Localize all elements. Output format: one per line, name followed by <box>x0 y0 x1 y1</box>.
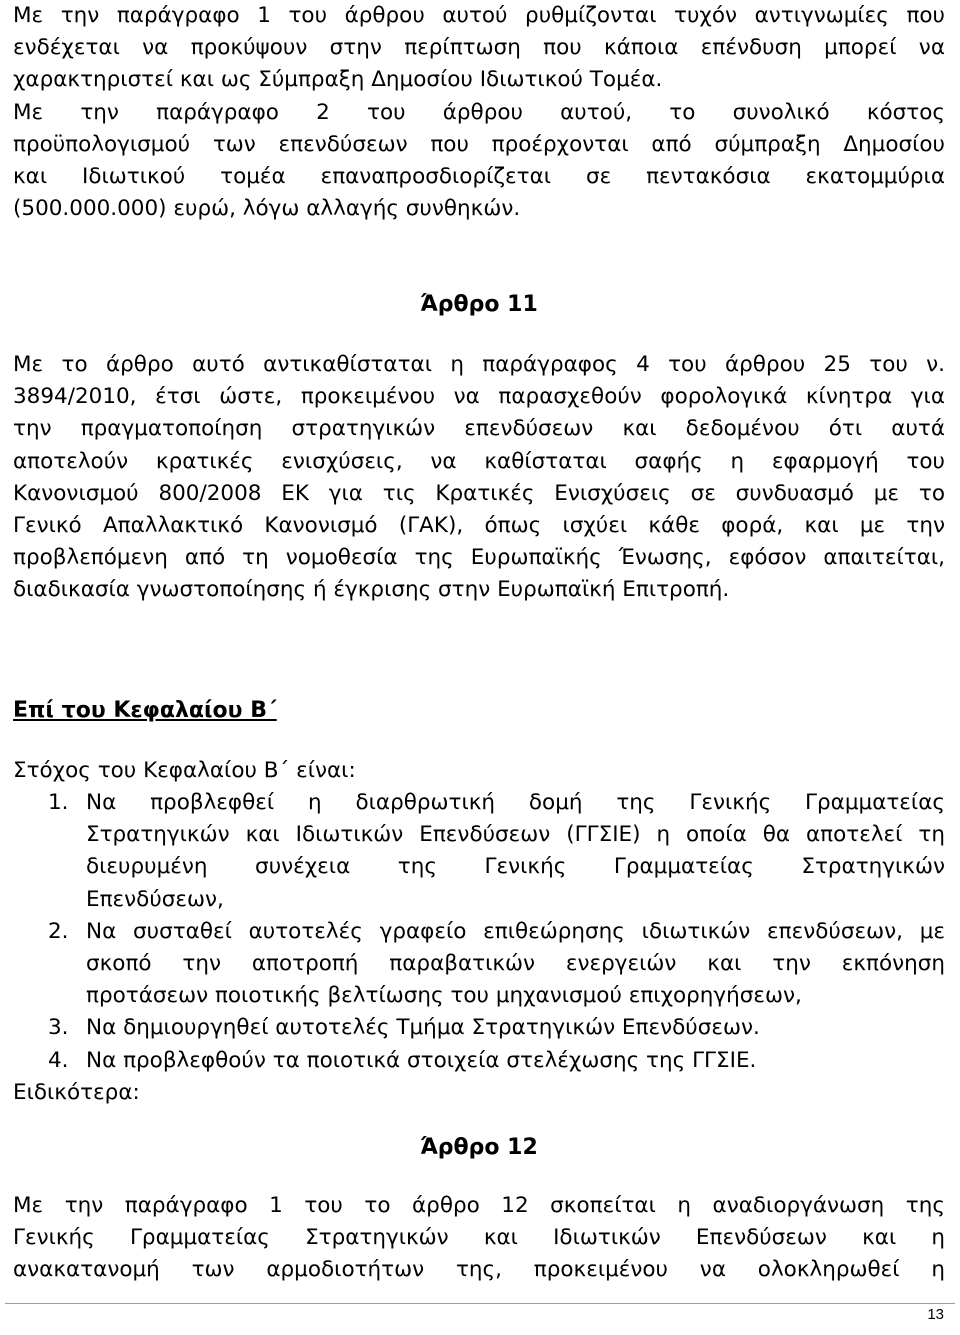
text-line: 3894/2010, έτσι ώστε, προκειμένου να παρασχεθούν φορολογικά κίνητρα για <box>13 384 945 410</box>
article-11-title: Άρθρο 11 <box>420 292 538 317</box>
text-line: προϋπολογισμού των επενδύσεων που προέρχονται από σύμπραξη Δημοσίου <box>13 131 945 157</box>
list-item <box>13 916 945 1013</box>
list-item <box>13 1012 945 1044</box>
text-line: διευρυμένη συνέχεια της Γενικής Γραμματείας Στρατηγικών <box>86 854 945 880</box>
text-line: προβλεπόμενη από τη νομοθεσία της Ευρωπαϊκής Ένωσης, εφόσον απαιτείται, <box>13 545 945 571</box>
text-line: Ειδικότερα: <box>13 1080 140 1105</box>
text-line: Με την παράγραφο 2 του άρθρου αυτού, το συνολικό κόστος <box>13 99 945 125</box>
text-line: χαρακτηριστεί και ως Σύμπραξη Δημοσίου Ιδιωτικού Τομέα. <box>13 67 663 93</box>
specifically-label <box>13 1077 945 1109</box>
intro-paragraph <box>13 0 945 225</box>
text-line: Να προβλεφθεί η διαρθρωτική δομή της Γενικής Γραμματείας <box>86 790 945 815</box>
text-line: Να δημιουργηθεί αυτοτελές Τμήμα Στρατηγικών Επενδύσεων. <box>86 1015 760 1041</box>
list-item-number: 3. <box>48 1015 69 1041</box>
objectives-list <box>13 787 945 1077</box>
page-number: 13 <box>927 1306 944 1323</box>
text-line: (500.000.000) ευρώ, λόγω αλλαγής συνθηκών. <box>13 196 521 222</box>
text-line: Επενδύσεων, <box>86 886 224 912</box>
text-line: σκοπό την αποτροπή παραβατικών ενεργειών και την εκπόνηση <box>86 951 945 977</box>
article-11-paragraph <box>13 349 945 607</box>
text-line: Με την παράγραφο 1 του το άρθρο 12 σκοπείται η αναδιοργάνωση της <box>13 1193 945 1218</box>
text-line: Γενικό Απαλλακτικό Κανονισμό (ΓΑΚ), όπως ισχύει κάθε φορά, και με την <box>13 513 945 539</box>
text-line: αποτελούν κρατικές ενισχύσεις, να καθίσταται σαφής η εφαρμογή του <box>13 448 945 474</box>
text-line: και Ιδιωτικού τομέα επαναπροσδιορίζεται σε πεντακόσια εκατομμύρια <box>13 164 945 190</box>
footer-divider <box>5 1303 955 1304</box>
text-line: Να προβλεφθούν τα ποιοτικά στοιχεία στελέχωσης της ΓΓΣΙΕ. <box>86 1047 757 1073</box>
text-line: Με την παράγραφο 1 του άρθρου αυτού ρυθμίζονται τυχόν αντιγνωμίες που <box>13 3 945 28</box>
text-line: προτάσεων ποιοτικής βελτίωσης του μηχανισμού επιχορηγήσεων, <box>86 983 802 1009</box>
list-item-number: 1. <box>48 790 69 815</box>
text-line: Στρατηγικών και Ιδιωτικών Επενδύσεων (ΓΓΣΙΕ) η οποία θα αποτελεί τη <box>86 822 945 848</box>
text-line: Γενικής Γραμματείας Στρατηγικών και Ιδιωτικών Επενδύσεων και η <box>13 1225 945 1251</box>
chapter-b-title: Επί του Κεφαλαίου Β΄ <box>13 698 277 723</box>
text-line: Να συσταθεί αυτοτελές γραφείο επιθεώρησης ιδιωτικών επενδύσεων, με <box>86 918 945 944</box>
text-line: διαδικασία γνωστοποίησης ή έγκρισης στην Ευρωπαϊκή Επιτροπή. <box>13 577 730 603</box>
text-line: ανακατανομή των αρμοδιοτήτων της, προκειμένου να ολοκληρωθεί η <box>13 1257 945 1283</box>
article-12-paragraph <box>13 1190 945 1287</box>
text-line: Στόχος του Κεφαλαίου Β΄ είναι: <box>13 758 356 783</box>
list-item <box>13 787 945 916</box>
chapter-b-intro <box>13 755 945 787</box>
text-line: Κανονισμού 800/2008 ΕΚ για τις Κρατικές Ενισχύσεις σε συνδυασμό με το <box>13 480 945 506</box>
article-12-title: Άρθρο 12 <box>420 1135 538 1160</box>
text-line: Με το άρθρο αυτό αντικαθίσταται η παράγραφος 4 του άρθρου 25 του ν. <box>13 352 945 377</box>
text-line: ενδέχεται να προκύψουν στην περίπτωση που κάποια επένδυση μπορεί να <box>13 35 945 61</box>
list-item-number: 2. <box>48 918 69 944</box>
list-item-number: 4. <box>48 1047 69 1073</box>
text-line: την πραγματοποίηση στρατηγικών επενδύσεων και δεδομένου ότι αυτά <box>13 416 945 442</box>
list-item <box>13 1045 945 1077</box>
